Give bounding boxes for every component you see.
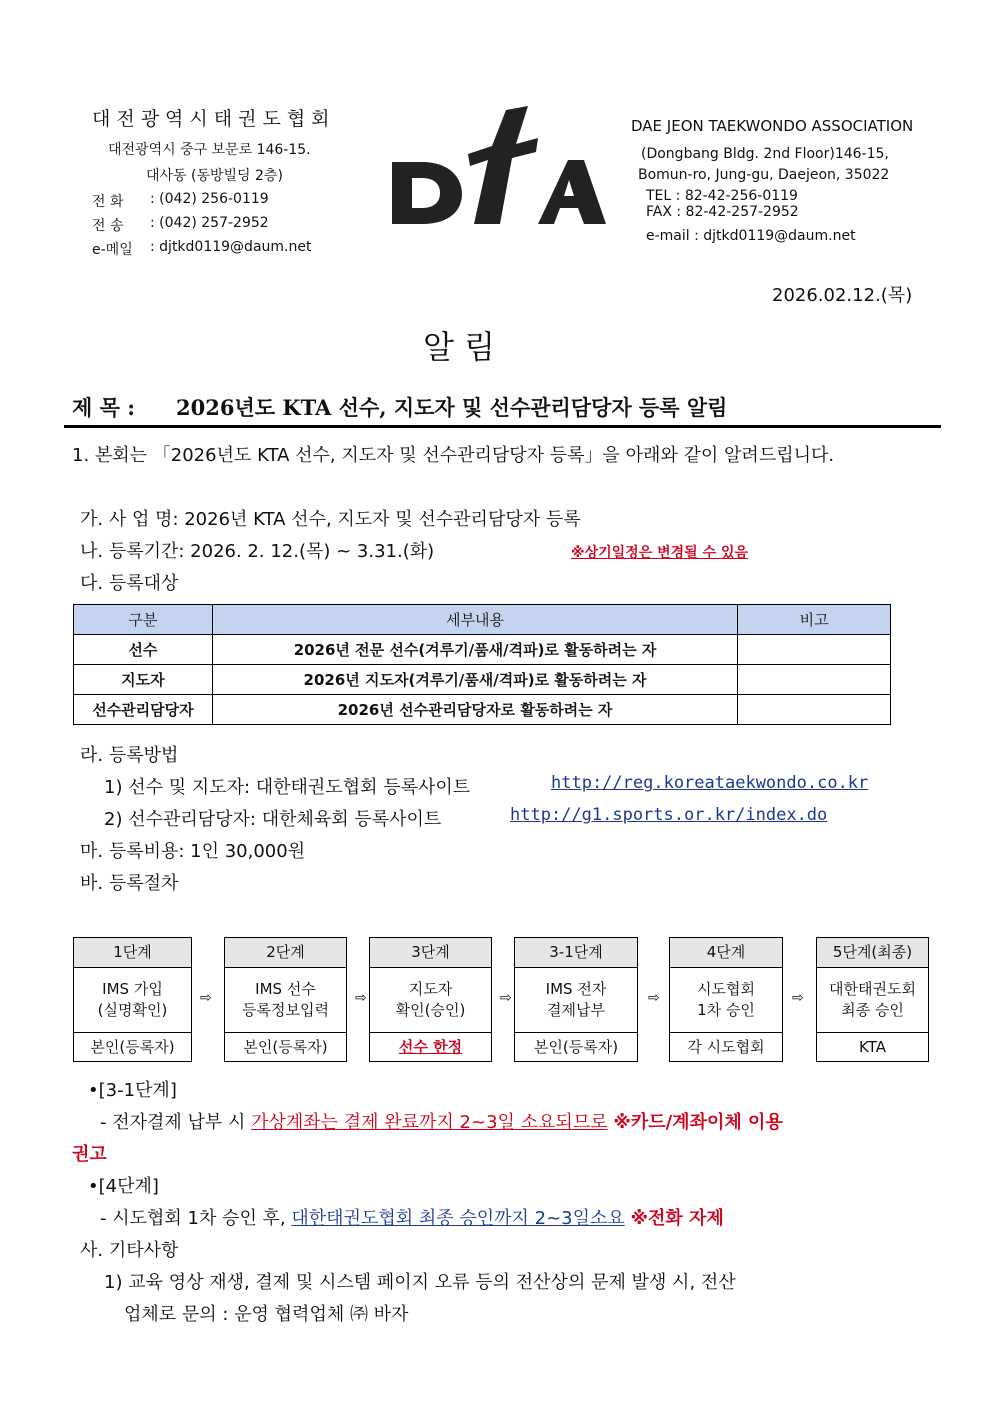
fax-ko-label: 전 송 [92, 218, 124, 234]
table-cell [738, 665, 891, 695]
tel-ko-value: : (042) 256-0119 [150, 191, 269, 207]
target-table [73, 604, 891, 725]
table-cell: 2026년 지도자(겨루기/품새/격파)로 활동하려는 자 [212, 665, 737, 695]
sa-1-line1: 1) 교육 영상 재생, 결제 및 시스템 페이지 오류 등의 전산상의 문제 발생 시, 전산 [104, 1272, 736, 1293]
step-body: 최종 승인 [841, 1001, 904, 1019]
step-body: IMS 선수 [255, 980, 316, 998]
document-date: 2026.02.12.(목) [772, 285, 913, 306]
note-4-lead: - 시도협회 1차 승인 후, [100, 1208, 286, 1229]
right-arrow-icon: ⇨ [355, 990, 367, 1006]
item-ga: 가. 사 업 명: 2026년 KTA 선수, 지도자 및 선수관리담당자 등록 [80, 509, 581, 530]
step-foot: KTA [859, 1038, 886, 1056]
fax-en: FAX : 82-42-257-2952 [646, 204, 799, 220]
item-ma: 마. 등록비용: 1인 30,000원 [80, 841, 306, 862]
sa-1-line2: 업체로 문의 : 운영 협력업체 ㈜ 바자 [124, 1304, 409, 1325]
kta-registration-link[interactable]: http://reg.koreataekwondo.co.kr [551, 773, 869, 793]
step-body: IMS 전자 [545, 980, 607, 998]
table-header: 세부내용 [212, 605, 737, 635]
tel-ko-label: 전 화 [92, 194, 124, 210]
step-box [369, 937, 492, 1062]
step-foot: 본인(등록자) [533, 1038, 619, 1056]
step-head: 2단계 [225, 938, 346, 968]
table-cell: 2026년 선수관리담당자로 활동하려는 자 [212, 695, 737, 725]
table-row [74, 635, 891, 665]
table-cell: 지도자 [74, 665, 213, 695]
item-ba: 바. 등록절차 [80, 873, 179, 894]
note-4-heading: •[4단계] [88, 1176, 159, 1197]
item-sa: 사. 기타사항 [80, 1240, 179, 1261]
step-box [514, 937, 638, 1062]
table-header: 구분 [74, 605, 213, 635]
step-body: (실명확인) [97, 1001, 168, 1019]
intro-text: 1. 본회는 「2026년도 KTA 선수, 지도자 및 선수관리담당자 등록」을 아래와 같이 알려드립니다. [72, 445, 835, 466]
step-head: 3-1단계 [515, 938, 637, 968]
table-header-row [74, 605, 891, 635]
address-ko-line1: 대전광역시 중구 보문로 146-15. [108, 142, 311, 158]
schedule-note: ※상기일정은 변경될 수 있음 [571, 545, 748, 561]
document-title: 알 림 [423, 328, 495, 366]
step-body: 대한태권도회 [829, 980, 916, 998]
table-cell [738, 695, 891, 725]
step-foot: 본인(등록자) [90, 1038, 175, 1056]
step-head: 4단계 [670, 938, 782, 968]
tel-en: TEL : 82-42-256-0119 [646, 188, 798, 204]
sports-registration-link[interactable]: http://g1.sports.or.kr/index.do [510, 805, 828, 825]
subject-divider [64, 425, 941, 428]
subject-label: 제 목 : [72, 395, 135, 420]
step-foot: 선수 한정 [398, 1038, 463, 1056]
note-3-1-recommendation: ※카드/계좌이체 이용 [613, 1112, 783, 1133]
step-box [73, 937, 192, 1062]
note-4-info: 대한태권도협회 최종 승인까지 2~3일소요 [291, 1208, 625, 1229]
step-body: 결제납부 [547, 1001, 605, 1019]
item-ra: 라. 등록방법 [80, 745, 179, 766]
step-box [816, 937, 929, 1062]
subject-text: 2026년도 KTA 선수, 지도자 및 선수관리담당자 등록 알림 [176, 395, 728, 420]
email-ko-label: e-메일 [92, 242, 133, 258]
item-da: 다. 등록대상 [80, 573, 179, 594]
step-box [224, 937, 347, 1062]
table-cell [738, 635, 891, 665]
note-4-warning: ※전화 자제 [630, 1208, 724, 1229]
note-3-1-heading: •[3-1단계] [88, 1080, 177, 1101]
address-en-line1: (Dongbang Bldg. 2nd Floor)146-15, [641, 146, 889, 162]
note-3-1-text [100, 1108, 783, 1134]
step-body: IMS 가입 [102, 980, 163, 998]
table-header: 비고 [738, 605, 891, 635]
item-na: 나. 등록기간: 2026. 2. 12.(목) ~ 3.31.(화) [80, 541, 435, 562]
step-body: 1차 승인 [697, 1001, 755, 1019]
fax-ko-value: : (042) 257-2952 [150, 215, 269, 231]
table-cell: 선수관리담당자 [74, 695, 213, 725]
table-row [74, 695, 891, 725]
org-name-en: DAE JEON TAEKWONDO ASSOCIATION [631, 117, 914, 135]
table-cell: 2026년 전문 선수(겨루기/품새/격파)로 활동하려는 자 [212, 635, 737, 665]
org-name-ko: 대전광역시태권도협회 [92, 108, 336, 130]
step-head: 1단계 [74, 938, 191, 968]
right-arrow-icon: ⇨ [500, 990, 512, 1006]
step-head: 5단계(최종) [817, 938, 928, 968]
table-row [74, 665, 891, 695]
note-4-text [100, 1204, 724, 1230]
ra-2-text: 2) 선수관리담당자: 대한체육회 등록사이트 [104, 809, 442, 830]
right-arrow-icon: ⇨ [792, 990, 804, 1006]
step-foot: 각 시도협회 [687, 1038, 765, 1056]
step-body: 시도협회 [697, 980, 755, 998]
table-cell: 선수 [74, 635, 213, 665]
note-3-1-lead: - 전자결제 납부 시 [100, 1112, 246, 1133]
step-foot: 본인(등록자) [243, 1038, 328, 1056]
step-body: 확인(승인) [395, 1001, 466, 1019]
step-head: 3단계 [370, 938, 491, 968]
email-en: e-mail : djtkd0119@daum.net [646, 228, 856, 244]
email-ko-value: : djtkd0119@daum.net [150, 239, 312, 255]
note-3-1-warning: 가상계좌는 결제 완료까지 2~3일 소요되므로 [251, 1112, 608, 1133]
right-arrow-icon: ⇨ [648, 990, 660, 1006]
right-arrow-icon: ⇨ [200, 990, 212, 1006]
address-en-line2: Bomun-ro, Jung-gu, Daejeon, 35022 [638, 167, 890, 183]
address-ko-line2: 대사동 (동방빌딩 2층) [146, 168, 283, 184]
dta-logo [388, 104, 608, 226]
step-box [669, 937, 783, 1062]
ra-1-text: 1) 선수 및 지도자: 대한태권도협회 등록사이트 [104, 777, 471, 798]
step-body: 등록정보입력 [242, 1001, 329, 1019]
step-body: 지도자 [408, 980, 453, 998]
note-3-1-recommendation-end: 권고 [72, 1144, 107, 1165]
